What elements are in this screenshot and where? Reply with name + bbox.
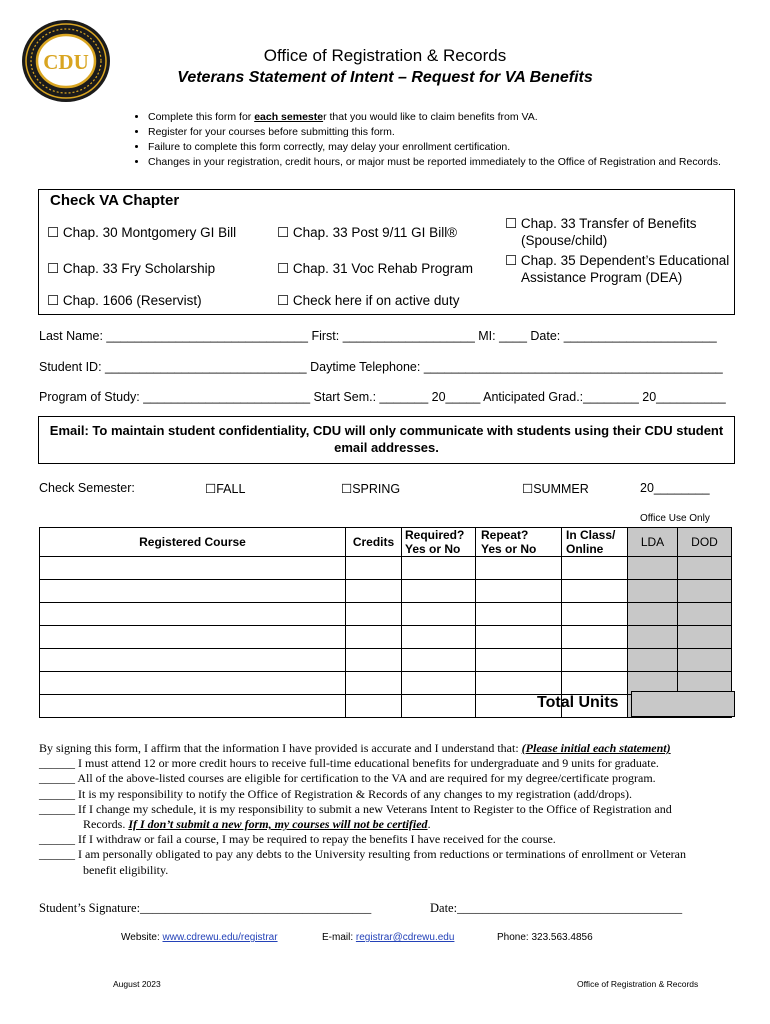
- statement-item[interactable]: ______ It is my responsibility to notify the Office of Registration & Records of any changes to my registration (add/drops).: [39, 786, 633, 801]
- col-lda: LDA: [628, 528, 678, 557]
- col-in-class: In Class/ Online: [562, 528, 628, 557]
- checkbox-chap35-note: Assistance Program (DEA): [521, 270, 683, 285]
- va-chapter-title: Check VA Chapter: [50, 192, 180, 209]
- checkbox-chap1606[interactable]: ☐ Chap. 1606 (Reservist): [47, 293, 202, 308]
- statement-item[interactable]: ______ I am personally obligated to pay any debts to the University resulting from reductions or terminations of enrollment or Veteran: [39, 847, 686, 862]
- website-link[interactable]: www.cdrewu.edu/registrar: [162, 932, 278, 943]
- total-units-label: Total Units: [537, 694, 619, 711]
- checkbox-spring[interactable]: ☐SPRING: [341, 482, 401, 496]
- student-name-fields[interactable]: Last Name: _____________________________ First: ___________________ MI: ____ Date: ______________________: [39, 329, 717, 343]
- statement-item[interactable]: ______ I must attend 12 or more credit hours to receive full-time educational benefits for undergraduate and 9 units for graduate.: [39, 756, 659, 771]
- table-row[interactable]: [40, 580, 732, 603]
- checkbox-chap31[interactable]: ☐ Chap. 31 Voc Rehab Program: [277, 261, 473, 276]
- email-notice: Email: To maintain student confidentiality, CDU will only communicate with students using their CDU student email addresses.: [38, 416, 735, 464]
- statement-item[interactable]: ______ If I withdraw or fail a course, I may be required to repay the benefits I have received for the course.: [39, 832, 556, 847]
- table-row[interactable]: [40, 649, 732, 672]
- table-row[interactable]: [40, 626, 732, 649]
- table-row[interactable]: [40, 603, 732, 626]
- email-info: E-mail: registrar@cdrewu.edu: [322, 932, 455, 943]
- program-fields[interactable]: Program of Study: ________________________ Start Sem.: _______ 20_____ Anticipated Grad.:________ 20__________: [39, 390, 726, 404]
- statements-block: [39, 741, 739, 878]
- email-link[interactable]: registrar@cdrewu.edu: [355, 932, 455, 943]
- statement-item-cont: Records. If I don’t submit a new form, my courses will not be certified.: [83, 817, 431, 832]
- semester-label: Check Semester:: [39, 481, 135, 495]
- instruction-item: • Register for your courses before submitting this form.: [148, 125, 768, 140]
- footer-date: August 2023: [113, 979, 161, 989]
- instructions-list: [120, 110, 768, 170]
- semester-year-field[interactable]: 20________: [640, 481, 710, 495]
- col-dod: DOD: [678, 528, 732, 557]
- office-name: Office of Registration & Records: [263, 46, 507, 65]
- statement-item-cont: benefit eligibility.: [83, 862, 169, 877]
- col-required: Required? Yes or No: [402, 528, 476, 557]
- col-repeat: Repeat? Yes or No: [476, 528, 562, 557]
- footer-office: Office of Registration & Records: [577, 979, 699, 989]
- checkbox-active-duty[interactable]: ☐ Check here if on active duty: [277, 293, 460, 308]
- checkbox-chap33[interactable]: ☐ Chap. 33 Post 9/11 GI Bill®: [277, 225, 458, 240]
- total-units-cell: [631, 691, 735, 717]
- student-signature-field[interactable]: Student’s Signature:_____________________________________: [39, 901, 372, 915]
- website-info: Website: www.cdrewu.edu/registrar: [121, 932, 278, 943]
- table-row[interactable]: [40, 557, 732, 580]
- checkbox-summer[interactable]: ☐SUMMER: [522, 482, 589, 496]
- instruction-item: • Failure to complete this form correctly, may delay your enrollment certification.: [148, 140, 768, 155]
- logo-text: CDU: [43, 50, 89, 74]
- table-header-row: [40, 528, 732, 557]
- checkbox-chap30[interactable]: ☐ Chap. 30 Montgomery GI Bill: [47, 225, 237, 240]
- statement-intro: By signing this form, I affirm that the information I have provided is accurate and I understand that: (Please initial each statement): [39, 741, 671, 755]
- office-use-label: Office Use Only: [640, 513, 710, 524]
- student-id-fields[interactable]: Student ID: _____________________________ Daytime Telephone: ___________________________________________: [39, 360, 723, 374]
- table-row[interactable]: [40, 672, 732, 695]
- checkbox-chap33-fry[interactable]: ☐ Chap. 33 Fry Scholarship: [47, 261, 216, 276]
- statement-item[interactable]: ______ If I change my schedule, it is my responsibility to submit a new Veterans Intent to Register to the Office of Registration and: [39, 801, 672, 816]
- checkbox-chap33-transfer-note: (Spouse/child): [521, 233, 608, 248]
- instruction-item: • Changes in your registration, credit hours, or major must be reported immediately to the Office of Registration and Records.: [148, 155, 768, 170]
- table-row[interactable]: [40, 695, 732, 718]
- form-title: Veterans Statement of Intent – Request for VA Benefits: [177, 69, 593, 86]
- signature-date-field[interactable]: Date:____________________________________: [430, 901, 683, 915]
- courses-table: [39, 527, 732, 718]
- col-registered-course: Registered Course: [40, 528, 346, 557]
- phone-info: Phone: 323.563.4856: [497, 932, 593, 943]
- checkbox-chap35[interactable]: ☐ Chap. 35 Dependent’s Educational: [505, 253, 730, 268]
- instruction-item: • Complete this form for each semester that you would like to claim benefits from VA.: [148, 110, 768, 125]
- checkbox-fall[interactable]: ☐FALL: [205, 482, 246, 496]
- statement-item[interactable]: ______ All of the above-listed courses are eligible for certification to the VA and are required for my degree/certificate program.: [39, 771, 656, 786]
- col-credits: Credits: [346, 528, 402, 557]
- checkbox-chap33-transfer[interactable]: ☐ Chap. 33 Transfer of Benefits: [505, 216, 697, 231]
